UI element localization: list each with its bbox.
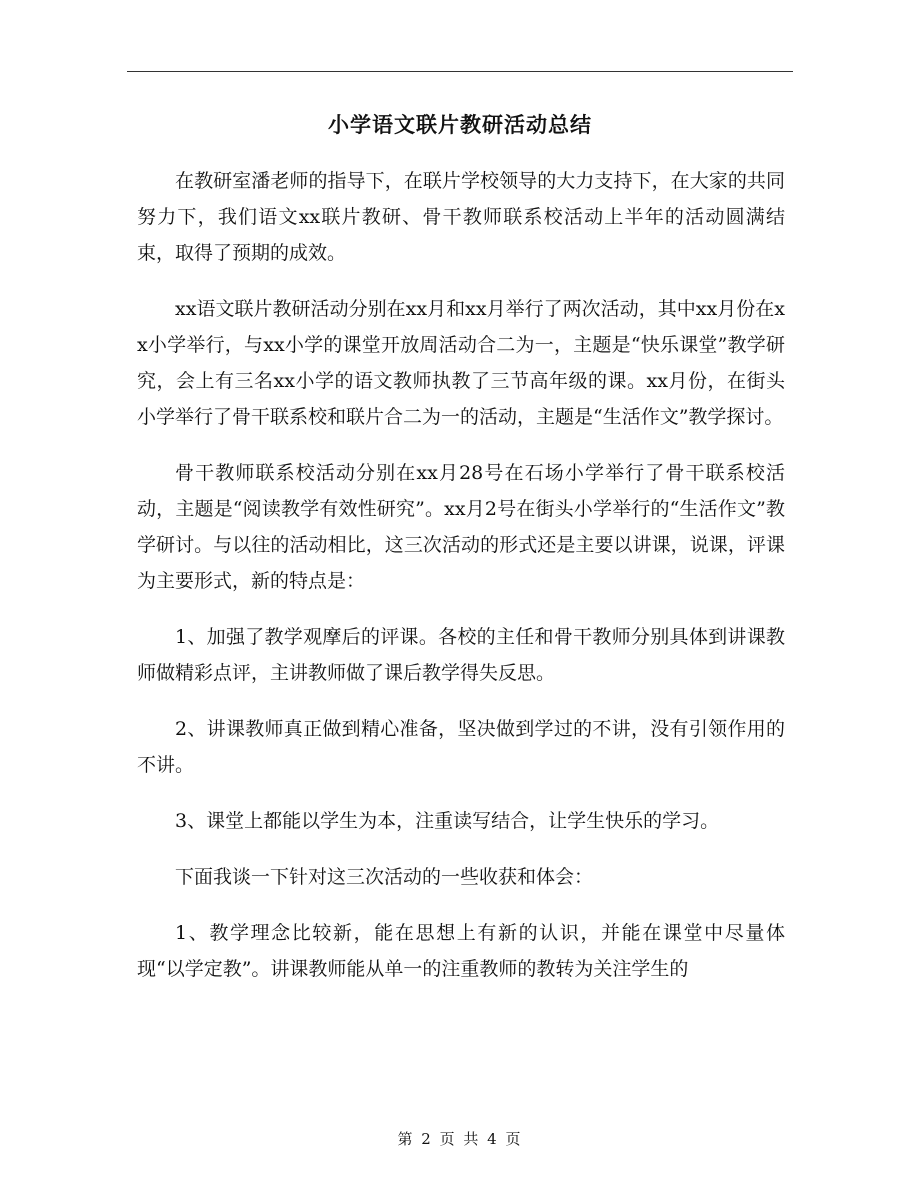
header-divider [127, 71, 793, 72]
paragraph-reflection-intro: 下面我谈一下针对这三次活动的一些收获和体会： [175, 866, 594, 888]
list-item-feature-1: 1、加强了教学观摩后的评课。各校的主任和骨干教师分别具体到讲课教师做精彩点评，主讲教师做了课后教学得失反思。 [137, 626, 785, 684]
paragraph-backbone-teachers: 骨干教师联系校活动分别在xx月28号在石场小学举行了骨干联系校活动，主题是“阅读教学有效性研究”。xx月2号在街头小学举行的“生活作文”教学研讨。与以往的活动相比，这三次活动的形式还是主要以讲课，说课，评课为主要形式，新的特点是： [137, 462, 785, 592]
paragraph-joint-research: xx语文联片教研活动分别在xx月和xx月举行了两次活动，其中xx月份在xx小学举行，与xx小学的课堂开放周活动合二为一，主题是“快乐课堂”教学研究，会上有三名xx小学的语文教师执教了三节高年级的课。xx月份，在街头小学举行了骨干联系校和联片合二为一的活动，主题是“生活作文”教学探讨。 [137, 298, 785, 428]
list-item-feature-3: 3、课堂上都能以学生为本，注重读写结合，让学生快乐的学习。 [175, 810, 720, 832]
page-number: 第 2 页 共 4 页 [397, 1130, 523, 1148]
document-title: 小学语文联片教研活动总结 [328, 112, 592, 137]
list-item-gain-1: 1、教学理念比较新，能在思想上有新的认识，并能在课堂中尽量体现“以学定教”。讲课教师能从单一的注重教师的教转为关注学生的 [137, 922, 785, 980]
document-body [137, 163, 785, 1007]
list-item-feature-2: 2、讲课教师真正做到精心准备，坚决做到学过的不讲，没有引领作用的不讲。 [137, 718, 785, 776]
paragraph-intro: 在教研室潘老师的指导下，在联片学校领导的大力支持下，在大家的共同努力下，我们语文xx联片教研、骨干教师联系校活动上半年的活动圆满结束，取得了预期的成效。 [137, 170, 785, 264]
